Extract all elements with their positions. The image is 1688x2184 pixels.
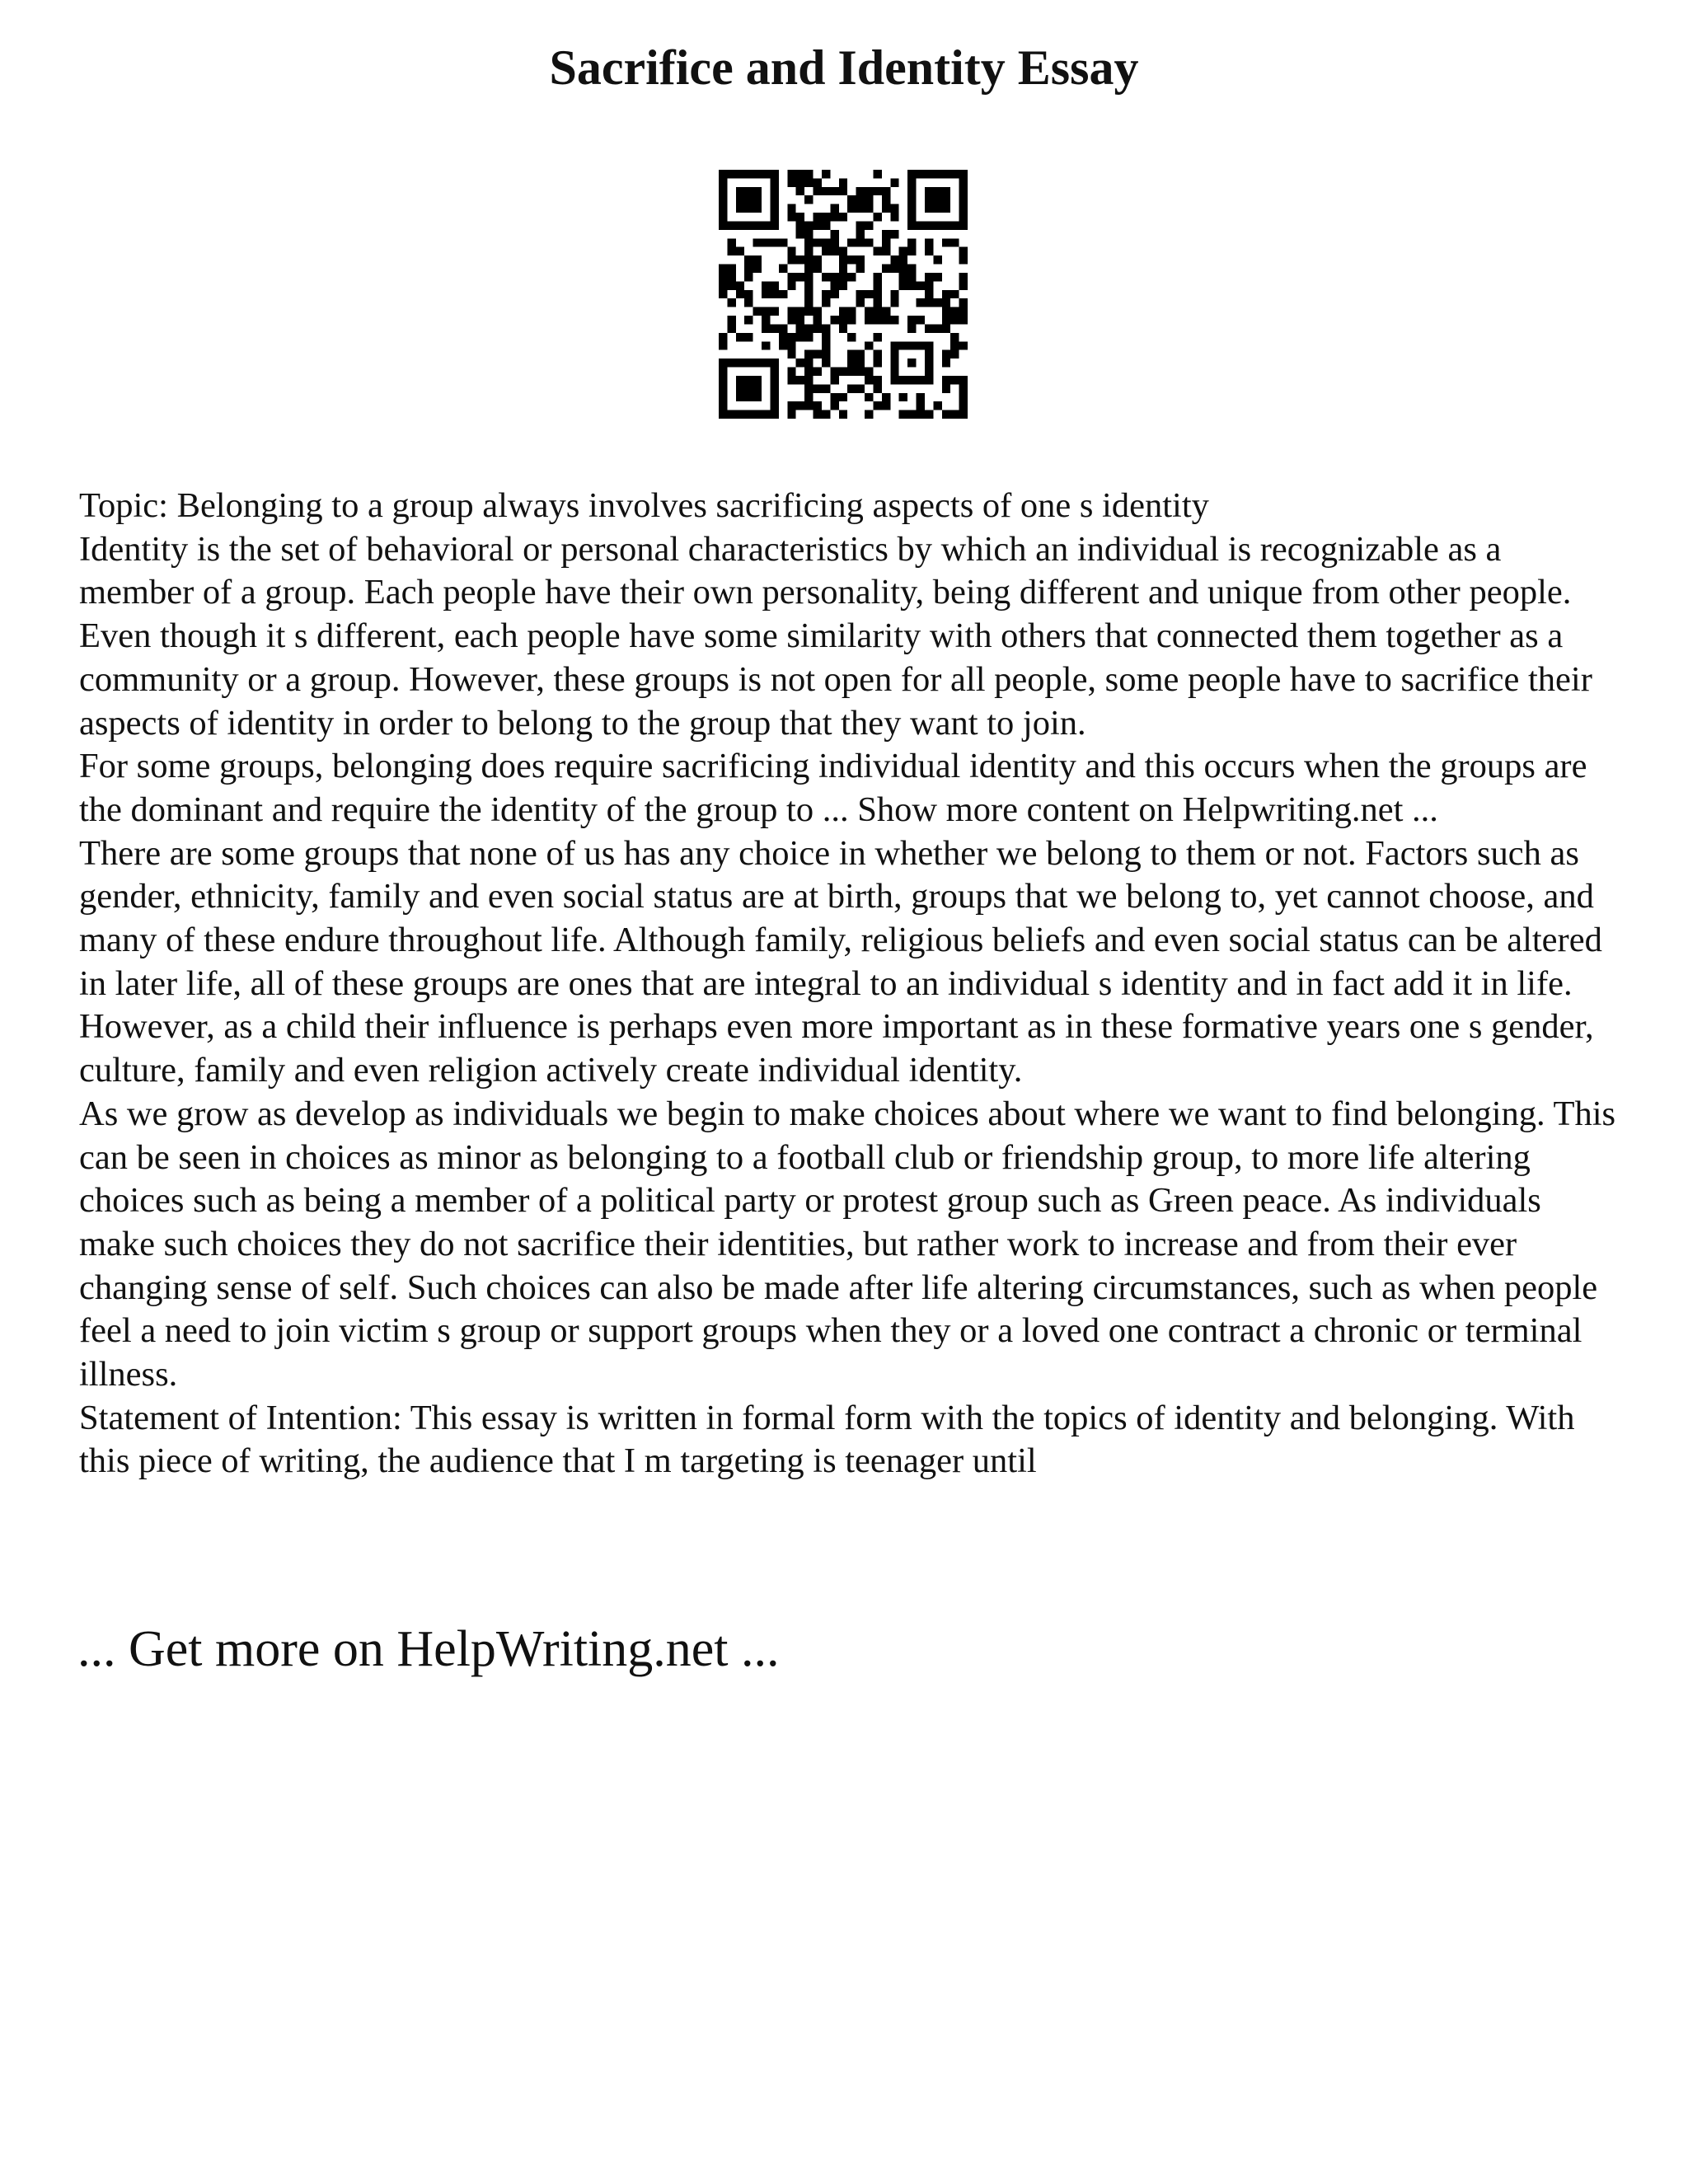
topic-paragraph: Topic: Belonging to a group always involves sacrificing aspects of one s identity — [79, 486, 1209, 525]
essay-paragraph: There are some groups that none of us has any choice in whether we belong to them or not. Factors such as gender, ethnicity, family and even social status are at birth, groups that we belong to, yet cannot choose, and many of these endure throughout life. Although family, religious beliefs and even social status can be altered in later life, all of these groups are ones that are integral to an individual s identity and in fact add it in life. However, as a child their influence is perhaps even more important as in these formative years one s gender, culture, family and even religion actively create individual identity. — [79, 833, 1602, 1090]
page-title: Sacrifice and Identity Essay — [549, 40, 1139, 95]
essay-body — [79, 485, 1620, 1483]
qr-code-graphic — [719, 170, 968, 419]
get-more-link[interactable]: ... Get more on HelpWriting.net ... — [77, 1621, 780, 1677]
qr-code-icon[interactable] — [719, 170, 968, 419]
essay-paragraph: Identity is the set of behavioral or personal characteristics by which an individual is recognizable as a member of a group. Each people have their own personality, being different and unique from other people. Even though it s different, each people have some similarity with others that connected them together as a community or a group. However, these groups is not open for all people, some people have to sacrifice their aspects of identity in order to belong to the group that they want to join. — [79, 529, 1592, 743]
essay-paragraph: As we grow as develop as individuals we begin to make choices about where we want to find belonging. This can be seen in choices as minor as belonging to a football club or friendship group, to more life altering choices such as being a member of a political party or protest group such as Green peace. As individuals make such choices they do not sacrifice their identities, but rather work to increase and from their ever changing sense of self. Such choices can also be made after life altering circumstances, such as when people feel a need to join victim s group or support groups when they or a loved one contract a chronic or terminal illness. — [79, 1094, 1616, 1394]
essay-paragraph: For some groups, belonging does require sacrificing individual identity and this occurs when the groups are the dominant and require the identity of the group to ... Show more content on Helpwriting.net ... — [79, 747, 1587, 829]
statement-paragraph: Statement of Intention: This essay is written in formal form with the topics of identity and belonging. With this piece of writing, the audience that I m targeting is teenager until — [79, 1398, 1575, 1481]
